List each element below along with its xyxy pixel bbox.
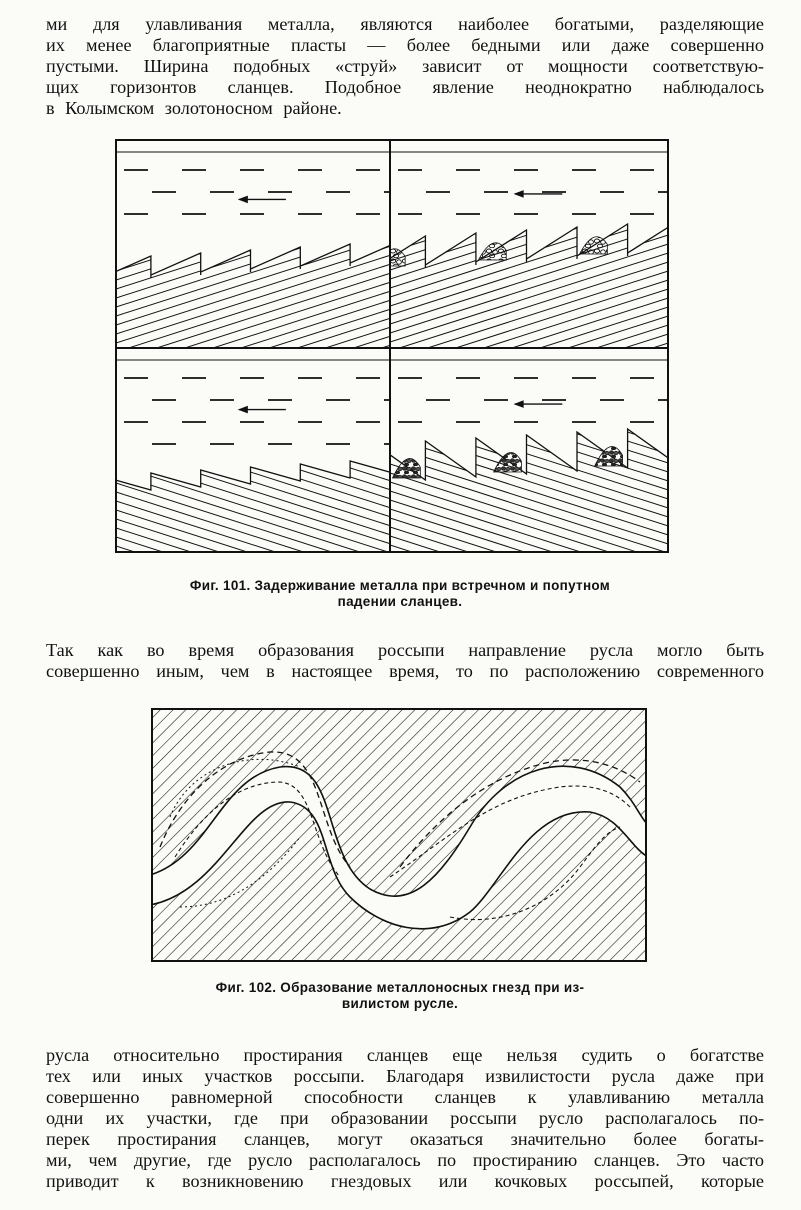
schist-line: [390, 455, 668, 544]
schist-line: [116, 237, 390, 325]
flow-arrow-head: [239, 407, 247, 413]
schist-line: [390, 138, 668, 207]
schist-line: [390, 253, 668, 342]
schist-line: [390, 437, 668, 526]
text-line: щих горизонтов сланцев. Подобное явление неоднократно наблюдалось: [46, 77, 764, 97]
schist-line: [116, 138, 390, 172]
schist-line: [390, 138, 668, 225]
text-line: ми, чем другие, где русло располагалось по простиранию сланцев. Это часто: [46, 1150, 764, 1170]
schist-line: [116, 276, 390, 364]
schist-line: [116, 165, 390, 253]
schist-line: [390, 307, 668, 396]
schist-line: [390, 352, 668, 441]
schist-line: [116, 354, 390, 442]
schist-line: [116, 447, 390, 535]
text-line: совершенно равномерной способности сланцев к улавливанию металла: [46, 1087, 764, 1107]
schist-line: [390, 138, 668, 171]
schist-line: [390, 289, 668, 378]
schist-line: [116, 372, 390, 460]
schist-line: [116, 327, 390, 415]
flow-arrow-head: [515, 191, 523, 197]
schist-line: [390, 145, 668, 234]
schist-line: [390, 138, 668, 198]
paragraph-top: [46, 14, 764, 119]
schist-line: [390, 298, 668, 387]
schist-line: [116, 339, 390, 427]
schist-line: [390, 172, 668, 261]
schist-line: [390, 464, 668, 553]
schist-line: [116, 138, 390, 217]
figure-102-caption: [120, 980, 680, 1012]
schist-line: [116, 429, 390, 517]
text-line: в Колымском золотоносном районе.: [46, 98, 342, 118]
schist-line: [116, 330, 390, 418]
gold-pebble-deposit: [393, 459, 421, 478]
caption-line: падении сланцев.: [337, 594, 463, 609]
text-line: ми для улавливания металла, являются наиболее богатыми, разделяющие: [46, 14, 764, 34]
schist-line: [116, 426, 390, 514]
schist-line: [390, 138, 668, 216]
schist-line: [390, 138, 668, 162]
caption-line: Фиг. 101. Задерживание металла при встречном и попутном: [189, 578, 611, 593]
schist-line: [116, 183, 390, 271]
text-line: пустыми. Ширина подобных «струй» зависит от мощности соответствую-: [46, 56, 764, 76]
schist-layers: [116, 240, 390, 554]
gold-pebble-deposit: [478, 243, 506, 260]
gold-pebble-deposit: [580, 237, 608, 254]
schist-line: [390, 419, 668, 508]
schist-line: [116, 336, 390, 424]
bedrock-profile: [375, 218, 670, 348]
schist-line: [116, 390, 390, 478]
schist-line: [390, 343, 668, 432]
schist-line: [116, 138, 390, 199]
schist-line: [390, 138, 668, 180]
schist-line: [116, 417, 390, 505]
text-line: русла относительно простирания сланцев еще нельзя судить о богатстве: [46, 1045, 764, 1065]
schist-line: [116, 138, 390, 181]
schist-line: [116, 240, 390, 328]
text-line: тех или иных участков россыпи. Благодаря извилистости русла даже при: [46, 1066, 764, 1086]
schist-line: [390, 446, 668, 535]
schist-line: [116, 174, 390, 262]
schist-line: [390, 383, 668, 472]
schist-line: [116, 318, 390, 406]
schist-line: [116, 456, 390, 544]
schist-line: [390, 410, 668, 499]
schist-line: [116, 291, 390, 379]
text-line: совершенно иным, чем в настоящее время, то по расположению современного: [46, 661, 764, 681]
figure-101-panel: [375, 138, 670, 549]
schist-line: [116, 258, 390, 346]
paragraph-bottom: [46, 1045, 764, 1192]
schist-line: [116, 435, 390, 523]
schist-line: [116, 453, 390, 541]
figure-101-geometry: [114, 138, 670, 554]
schist-layers: [390, 230, 668, 554]
schist-layers: [390, 138, 668, 549]
schist-line: [390, 199, 668, 288]
figure-102-illustration: [150, 707, 648, 963]
schist-line: [116, 483, 390, 554]
schist-line: [390, 226, 668, 315]
schist-line: [116, 363, 390, 451]
schist-line: [116, 246, 390, 334]
schist-line: [390, 154, 668, 243]
schist-line: [116, 309, 390, 397]
gold-pebble-deposit: [377, 249, 405, 266]
schist-line: [116, 210, 390, 298]
schist-line: [116, 282, 390, 370]
schist-line: [390, 280, 668, 369]
schist-line: [390, 163, 668, 252]
schist-line: [116, 384, 390, 472]
caption-line: Фиг. 102. Образование металлоносных гнезд при из-: [215, 980, 585, 995]
schist-line: [116, 420, 390, 508]
schist-line: [116, 402, 390, 490]
schist-line: [116, 438, 390, 526]
schist-line: [390, 190, 668, 279]
schist-line: [116, 381, 390, 469]
schist-line: [116, 312, 390, 400]
schist-line: [116, 321, 390, 409]
figure-101-panel: [114, 240, 450, 554]
schist-line: [390, 271, 668, 360]
schist-line: [116, 138, 390, 190]
schist-line: [390, 235, 668, 324]
schist-line: [390, 374, 668, 463]
schist-line: [390, 208, 668, 297]
figure-101-illustration: [114, 138, 670, 554]
text-line: Так как во время образования россыпи направление русла могло быть: [46, 640, 764, 660]
schist-line: [116, 375, 390, 463]
schist-line: [116, 444, 390, 532]
schist-line: [116, 249, 390, 337]
schist-line: [116, 462, 390, 550]
schist-line: [116, 300, 390, 388]
schist-line: [116, 345, 390, 433]
figure-101-caption: [110, 578, 690, 610]
text-line: перек простирания сланцев, могут оказаться значительно более богаты-: [46, 1129, 764, 1149]
schist-line: [116, 192, 390, 280]
schist-line: [390, 138, 668, 189]
schist-line: [116, 294, 390, 382]
schist-line: [116, 219, 390, 307]
schist-line: [390, 428, 668, 517]
schist-line: [390, 338, 668, 427]
flow-arrow-head: [515, 401, 523, 407]
flow-arrow-head: [239, 196, 247, 202]
schist-line: [116, 138, 390, 163]
text-line: их менее благоприятные пласты — более бедными или даже совершенно: [46, 35, 764, 55]
schist-line: [116, 264, 390, 352]
caption-line: вилистом русле.: [341, 996, 459, 1011]
schist-line: [390, 262, 668, 351]
text-line: приводит к возникновению гнездовых или кочковых россыпей, которые: [46, 1171, 764, 1191]
schist-layers: [116, 138, 390, 554]
schist-line: [116, 267, 390, 355]
schist-line: [116, 411, 390, 499]
paragraph-middle: [46, 640, 764, 682]
schist-line: [116, 138, 390, 208]
text-line: одни их участки, где при образовании россыпи русло располагалось по-: [46, 1108, 764, 1128]
